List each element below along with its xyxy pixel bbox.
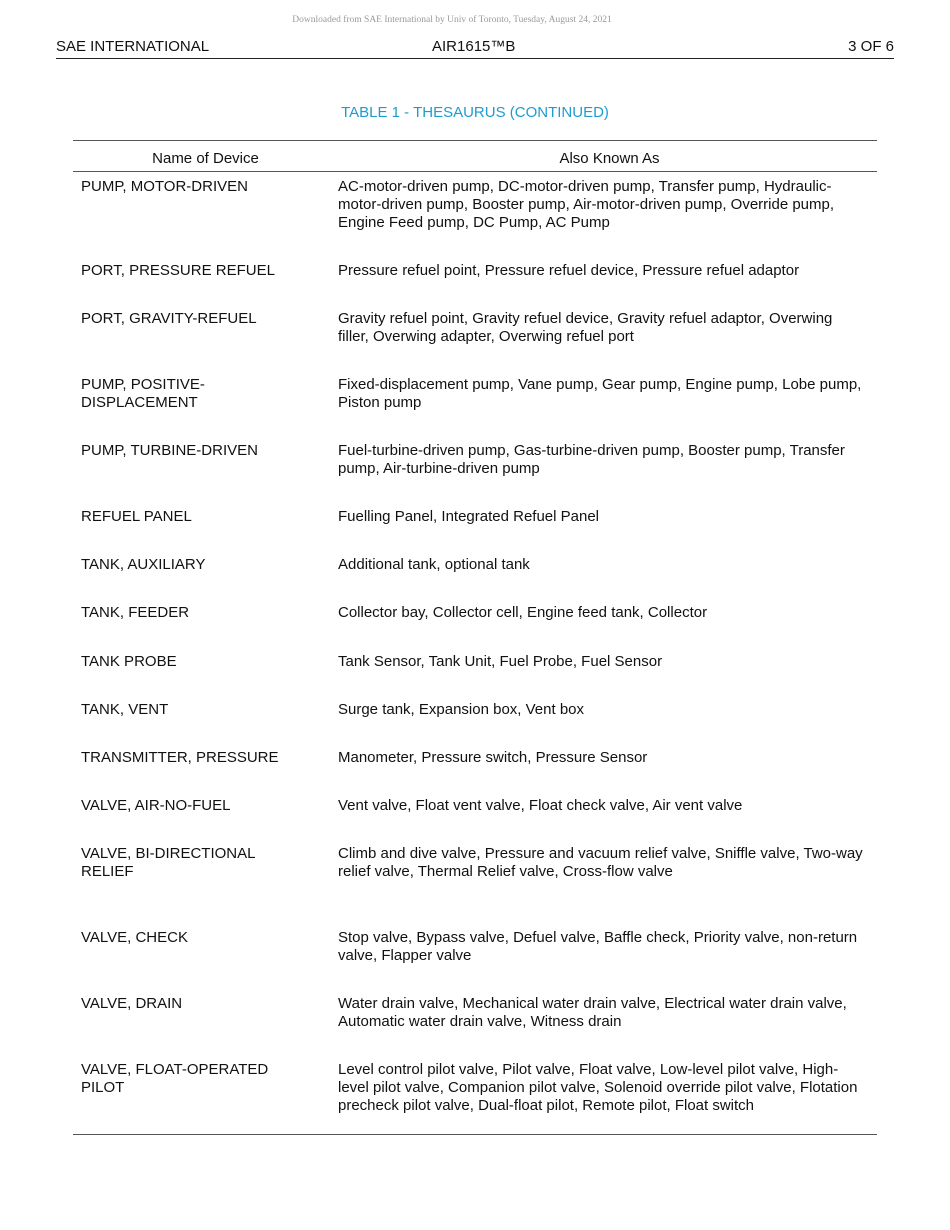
- table-row: [73, 791, 877, 839]
- table-header-row: [73, 141, 877, 172]
- device-aliases: Fixed-displacement pump, Vane pump, Gear pump, Engine pump, Lobe pump, Piston pump: [338, 376, 862, 411]
- device-aliases: Pressure refuel point, Pressure refuel device, Pressure refuel adaptor: [338, 262, 800, 279]
- table-row: [73, 839, 877, 923]
- device-aliases: AC-motor-driven pump, DC-motor-driven pump, Transfer pump, Hydraulic-motor-driven pump, Booster pump, Air-motor-driven pump, Override pump, Engine Feed pump, DC Pump, AC Pump: [338, 178, 835, 231]
- device-name: TANK, AUXILIARY: [81, 556, 206, 573]
- table-row: [73, 695, 877, 743]
- table-row: [73, 743, 877, 791]
- device-aliases: Fuelling Panel, Integrated Refuel Panel: [338, 508, 600, 525]
- table-row: [73, 502, 877, 550]
- device-aliases: Collector bay, Collector cell, Engine feed tank, Collector: [338, 604, 708, 621]
- column-header-name: Name of Device: [152, 150, 259, 167]
- device-name: REFUEL PANEL: [81, 508, 192, 525]
- device-aliases: Gravity refuel point, Gravity refuel device, Gravity refuel adaptor, Overwing filler, Overwing adapter, Overwing refuel port: [338, 310, 833, 345]
- device-aliases: Water drain valve, Mechanical water drain valve, Electrical water drain valve, Automatic water drain valve, Witness drain: [338, 995, 847, 1030]
- device-aliases: Stop valve, Bypass valve, Defuel valve, Baffle check, Priority valve, non-return valve, Flapper valve: [338, 929, 858, 964]
- download-watermark: Downloaded from SAE International by Univ of Toronto, Tuesday, August 24, 2021: [292, 15, 612, 25]
- table-row: [73, 256, 877, 304]
- document-number: AIR1615™B: [432, 38, 516, 55]
- device-name: VALVE, FLOAT-OPERATED PILOT: [81, 1061, 269, 1096]
- device-name: VALVE, DRAIN: [81, 995, 183, 1012]
- table-row: [73, 1055, 877, 1134]
- table-row: [73, 304, 877, 370]
- device-aliases: Surge tank, Expansion box, Vent box: [338, 701, 584, 718]
- device-aliases: Climb and dive valve, Pressure and vacuum relief valve, Sniffle valve, Two-way relief valve, Thermal Relief valve, Cross-flow valve: [338, 845, 863, 880]
- table-row: [73, 370, 877, 436]
- table-row: [73, 436, 877, 502]
- device-name: TRANSMITTER, PRESSURE: [81, 749, 279, 766]
- device-name: PORT, GRAVITY-REFUEL: [81, 310, 257, 327]
- device-name: PORT, PRESSURE REFUEL: [81, 262, 275, 279]
- column-header-aka: Also Known As: [559, 150, 660, 167]
- table-row: [73, 172, 877, 256]
- device-name: PUMP, TURBINE-DRIVEN: [81, 442, 258, 459]
- device-aliases: Manometer, Pressure switch, Pressure Sensor: [338, 749, 648, 766]
- device-name: TANK PROBE: [81, 653, 177, 670]
- device-name: PUMP, POSITIVE-DISPLACEMENT: [81, 376, 205, 411]
- table-row: [73, 989, 877, 1055]
- organization-name: SAE INTERNATIONAL: [56, 38, 210, 55]
- device-name: TANK, VENT: [81, 701, 169, 718]
- device-aliases: Additional tank, optional tank: [338, 556, 530, 573]
- device-name: VALVE, BI-DIRECTIONAL RELIEF: [81, 845, 255, 880]
- table-row: [73, 550, 877, 598]
- table-row: [73, 598, 877, 647]
- page-header: [56, 38, 894, 59]
- device-aliases: Vent valve, Float vent valve, Float check valve, Air vent valve: [338, 797, 743, 814]
- device-aliases: Fuel-turbine-driven pump, Gas-turbine-driven pump, Booster pump, Transfer pump, Air-turbine-driven pump: [338, 442, 845, 477]
- page-number: 3 OF 6: [848, 38, 894, 55]
- device-name: TANK, FEEDER: [81, 604, 190, 621]
- device-aliases: Level control pilot valve, Pilot valve, Float valve, Low-level pilot valve, High-level pilot valve, Companion pilot valve, Solenoid override pilot valve, Flotation precheck pilot valve, Dual-float pilot, Remote pilot, Float switch: [338, 1061, 858, 1114]
- table-title: TABLE 1 - THESAURUS (CONTINUED): [341, 104, 609, 121]
- device-aliases: Tank Sensor, Tank Unit, Fuel Probe, Fuel Sensor: [338, 653, 663, 670]
- device-name: VALVE, CHECK: [81, 929, 188, 946]
- table-row: [73, 647, 877, 695]
- device-name: VALVE, AIR-NO-FUEL: [81, 797, 231, 814]
- thesaurus-table: [73, 140, 877, 1135]
- table-row: [73, 923, 877, 989]
- device-name: PUMP, MOTOR-DRIVEN: [81, 178, 248, 195]
